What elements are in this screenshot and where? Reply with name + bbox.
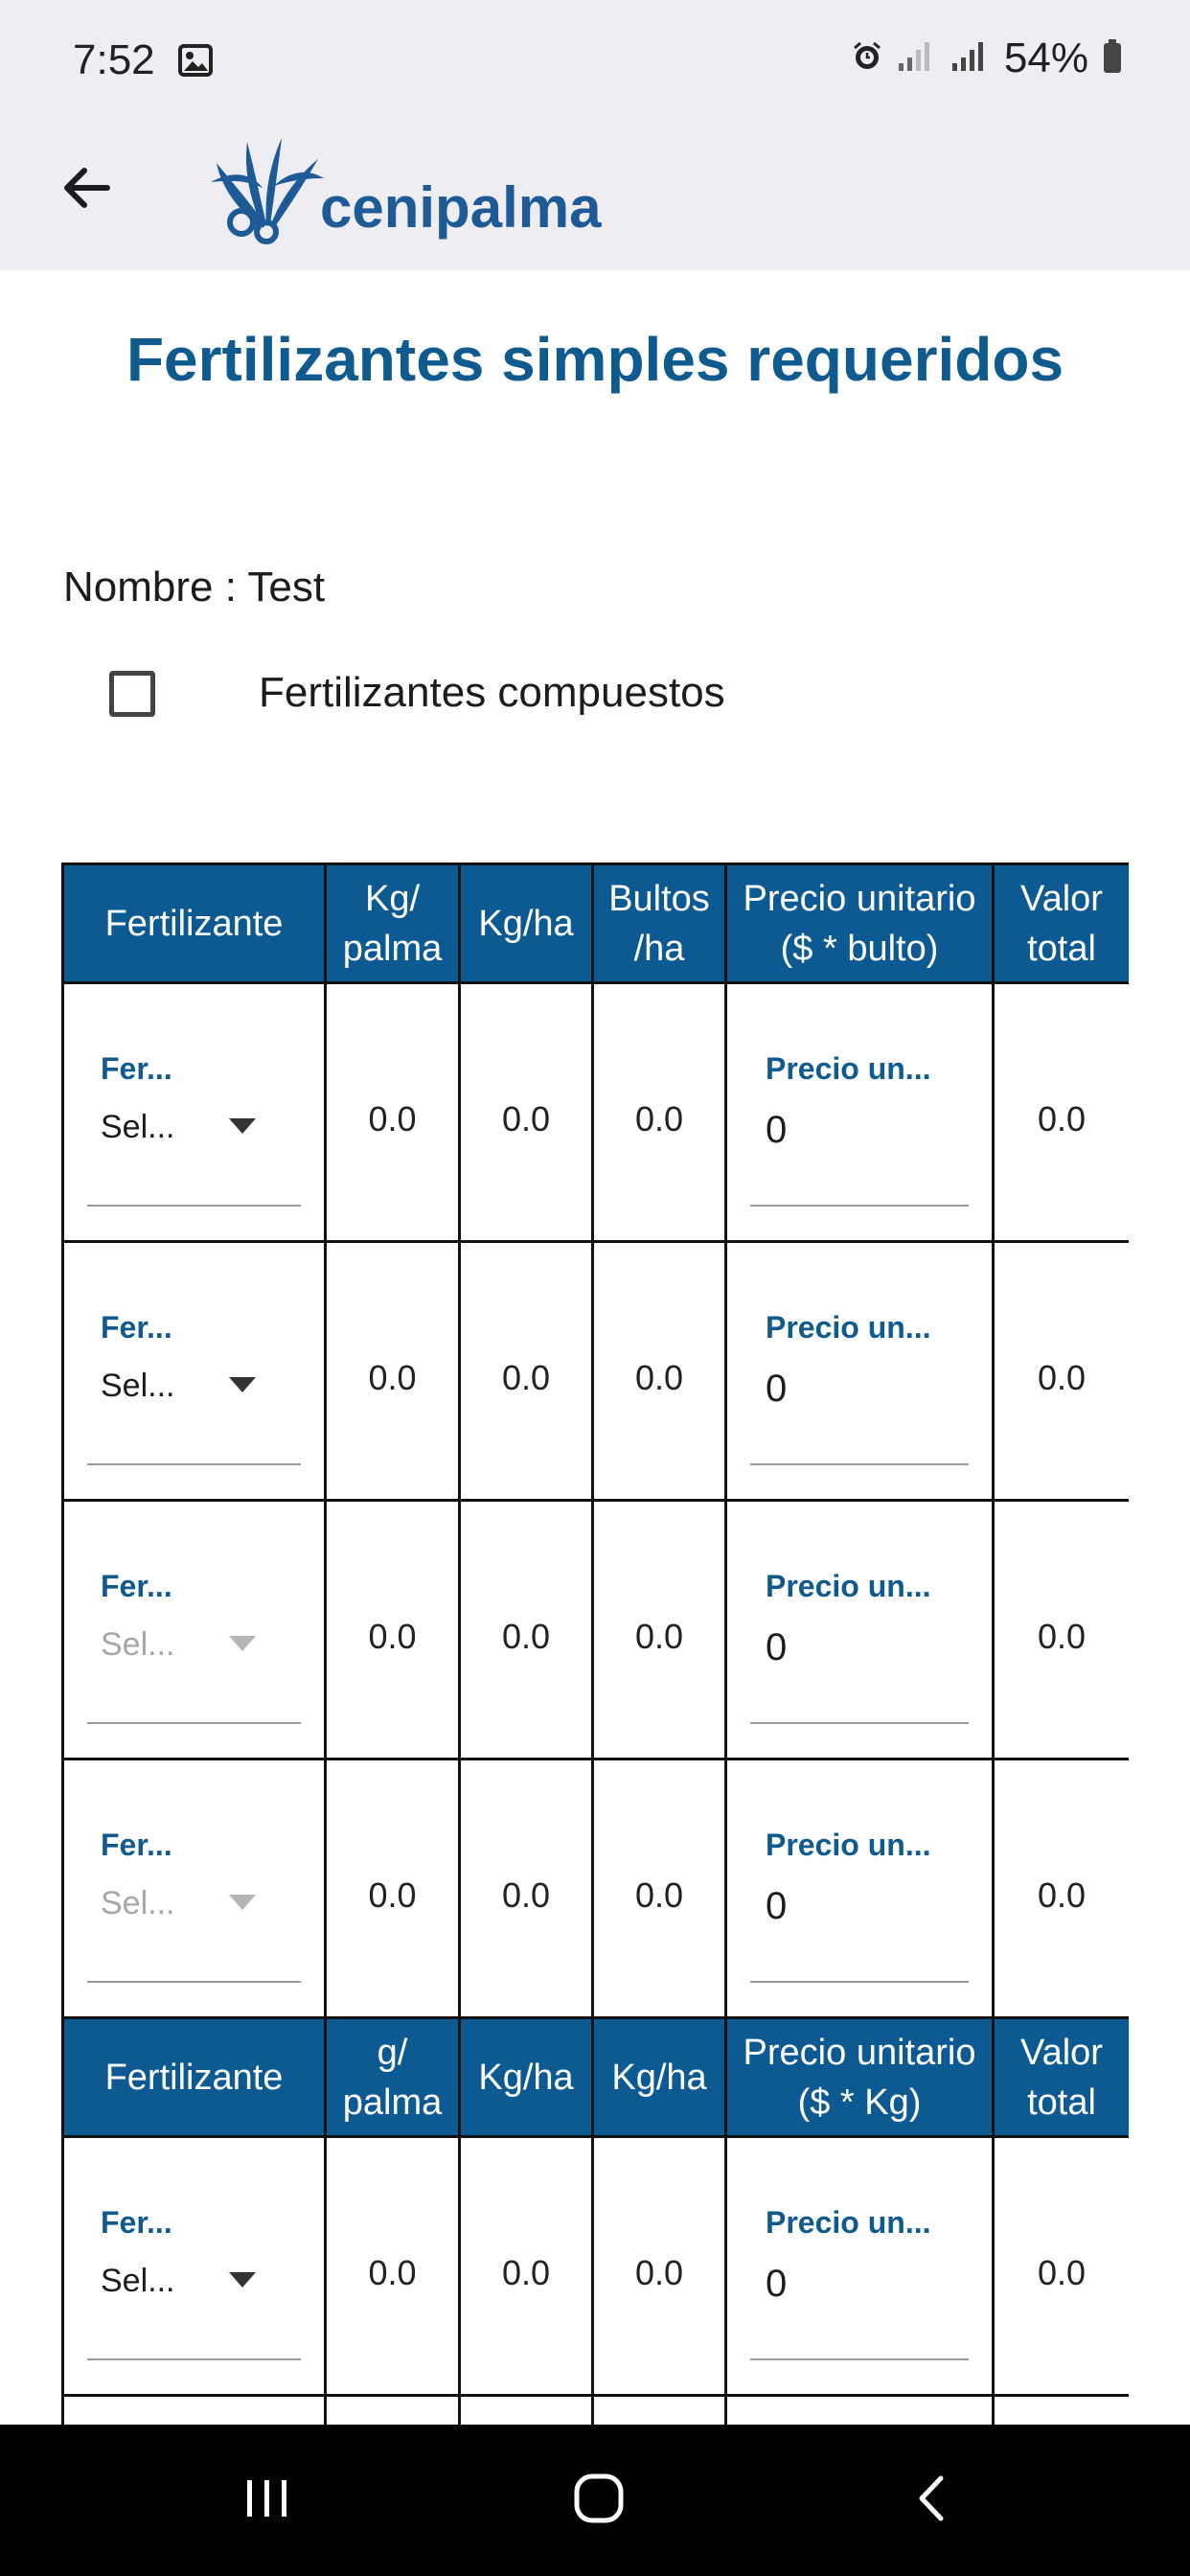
caret-down-icon (229, 1377, 256, 1392)
field-underline (750, 2358, 969, 2360)
column-header: Valor total (994, 864, 1130, 983)
kg-palma-cell: 0.0 (326, 1501, 460, 1760)
page-title: Fertilizantes simples requeridos (126, 325, 1064, 394)
bultos-ha-cell: 0.0 (593, 1501, 726, 1760)
fertilizante-cell (63, 983, 326, 1242)
precio-unitario-cell (726, 1760, 994, 2018)
battery-icon (1102, 38, 1123, 80)
precio-unitario-cell (726, 1501, 994, 1760)
column-header: Kg/ha (593, 2018, 726, 2137)
recent-apps-icon[interactable] (241, 2472, 293, 2529)
fertilizante-dropdown (101, 1875, 302, 1933)
table-header-row (63, 2018, 1130, 2137)
bultos-ha-cell: 0.0 (593, 1760, 726, 2018)
fertilizante-cell (63, 2137, 326, 2396)
precio-unitario-cell (726, 983, 994, 1242)
valor-total-cell: 0.0 (994, 1242, 1130, 1501)
table-row (63, 1501, 1130, 1760)
fertilizante-field-label: Fer... (101, 1051, 172, 1086)
column-header: Bultos /ha (593, 864, 726, 983)
home-icon[interactable] (571, 2472, 629, 2529)
valor-total-cell: 0.0 (994, 1501, 1130, 1760)
caret-down-icon (229, 1895, 256, 1910)
bultos-ha-cell: 0.0 (593, 2137, 726, 2396)
kg-ha-cell: 0.0 (460, 1760, 593, 2018)
fertilizer-table-scroll[interactable] (61, 862, 1129, 2425)
precio-unitario-cell (726, 2137, 994, 2396)
column-header: Precio unitario ($ * Kg) (726, 2018, 994, 2137)
field-underline (87, 1205, 301, 1207)
dropdown-value: Sel... (101, 1109, 175, 1145)
precio-field-label: Precio un... (766, 1310, 931, 1345)
fertilizer-table (61, 862, 1129, 2425)
caret-down-icon (229, 2272, 256, 2288)
field-underline (750, 1981, 969, 1983)
table-row (63, 1242, 1130, 1501)
table-cell (63, 2396, 326, 2426)
status-time: 7:52 (73, 36, 155, 83)
column-header: Kg/ palma (326, 864, 460, 983)
dropdown-value: Sel... (101, 2263, 175, 2299)
checkbox-label: Fertilizantes compuestos (259, 669, 725, 716)
fertilizante-dropdown[interactable] (101, 1358, 302, 1415)
valor-total-cell: 0.0 (994, 2137, 1130, 2396)
fertilizante-dropdown (101, 1617, 302, 1674)
caret-down-icon (229, 1118, 256, 1134)
kg-palma-cell: 0.0 (326, 983, 460, 1242)
signal-icon (950, 40, 991, 78)
system-nav-bar (0, 2425, 1190, 2576)
fertilizante-cell (63, 1501, 326, 1760)
signal-icon (897, 40, 937, 78)
fertilizante-dropdown[interactable] (101, 2253, 302, 2311)
column-header: Fertilizante (63, 2018, 326, 2137)
bultos-ha-cell: 0.0 (593, 983, 726, 1242)
kg-ha-cell: 0.0 (460, 1501, 593, 1760)
arrow-left-icon[interactable] (57, 159, 115, 217)
precio-field-label: Precio un... (766, 1828, 931, 1862)
precio-field-label: Precio un... (766, 1569, 931, 1603)
kg-palma-cell: 0.0 (326, 1242, 460, 1501)
precio-unitario-input[interactable]: 0 (766, 1368, 788, 1410)
cenipalma-logo (203, 125, 328, 254)
field-underline (87, 1463, 301, 1465)
nombre-label: Nombre : Test (63, 564, 326, 610)
caret-down-icon (229, 1636, 256, 1651)
dropdown-value: Sel... (101, 1368, 175, 1404)
image-icon (178, 44, 213, 81)
fertilizante-field-label: Fer... (101, 1828, 172, 1862)
precio-field-label: Precio un... (766, 1051, 931, 1086)
fertilizante-field-label: Fer... (101, 2205, 172, 2240)
table-cell (326, 2396, 460, 2426)
logo-text: cenipalma (320, 175, 602, 240)
status-icons (851, 34, 1123, 82)
precio-unitario-input[interactable]: 0 (766, 2263, 788, 2305)
column-header: Valor total (994, 2018, 1130, 2137)
precio-unitario-input[interactable]: 0 (766, 1109, 788, 1151)
field-underline (87, 1981, 301, 1983)
dropdown-value: Sel... (101, 1885, 175, 1921)
fertilizante-cell (63, 1760, 326, 2018)
table-cell (994, 2396, 1130, 2426)
bultos-ha-cell: 0.0 (593, 1242, 726, 1501)
field-underline (750, 1205, 969, 1207)
battery-percent: 54% (1003, 34, 1088, 81)
table-header-row (63, 864, 1130, 983)
kg-ha-cell: 0.0 (460, 1242, 593, 1501)
dropdown-value: Sel... (101, 1626, 175, 1663)
back-nav-icon[interactable] (910, 2472, 952, 2529)
field-underline (87, 2358, 301, 2360)
field-underline (750, 1722, 969, 1724)
table-row (63, 1760, 1130, 2018)
precio-unitario-input[interactable]: 0 (766, 1885, 788, 1927)
table-cell (593, 2396, 726, 2426)
kg-ha-cell: 0.0 (460, 983, 593, 1242)
table-row (63, 2396, 1130, 2426)
table-row (63, 2137, 1130, 2396)
column-header: Fertilizante (63, 864, 326, 983)
precio-unitario-cell (726, 1242, 994, 1501)
alarm-icon (851, 40, 883, 78)
precio-unitario-input[interactable]: 0 (766, 1626, 788, 1668)
table-cell (726, 2396, 994, 2426)
fertilizantes-compuestos-checkbox[interactable] (109, 671, 155, 717)
column-header: Kg/ha (460, 864, 593, 983)
valor-total-cell: 0.0 (994, 1760, 1130, 2018)
valor-total-cell: 0.0 (994, 983, 1130, 1242)
field-underline (750, 1463, 969, 1465)
app-bar (0, 125, 1190, 270)
fertilizante-field-label: Fer... (101, 1569, 172, 1603)
column-header: Kg/ha (460, 2018, 593, 2137)
column-header: Precio unitario ($ * bulto) (726, 864, 994, 983)
fertilizante-dropdown[interactable] (101, 1099, 302, 1157)
table-row (63, 983, 1130, 1242)
table-cell (460, 2396, 593, 2426)
precio-field-label: Precio un... (766, 2205, 931, 2240)
field-underline (87, 1722, 301, 1724)
fertilizante-field-label: Fer... (101, 1310, 172, 1345)
kg-ha-cell: 0.0 (460, 2137, 593, 2396)
column-header: g/ palma (326, 2018, 460, 2137)
kg-palma-cell: 0.0 (326, 2137, 460, 2396)
kg-palma-cell: 0.0 (326, 1760, 460, 2018)
fertilizante-cell (63, 1242, 326, 1501)
status-bar (0, 0, 1190, 125)
